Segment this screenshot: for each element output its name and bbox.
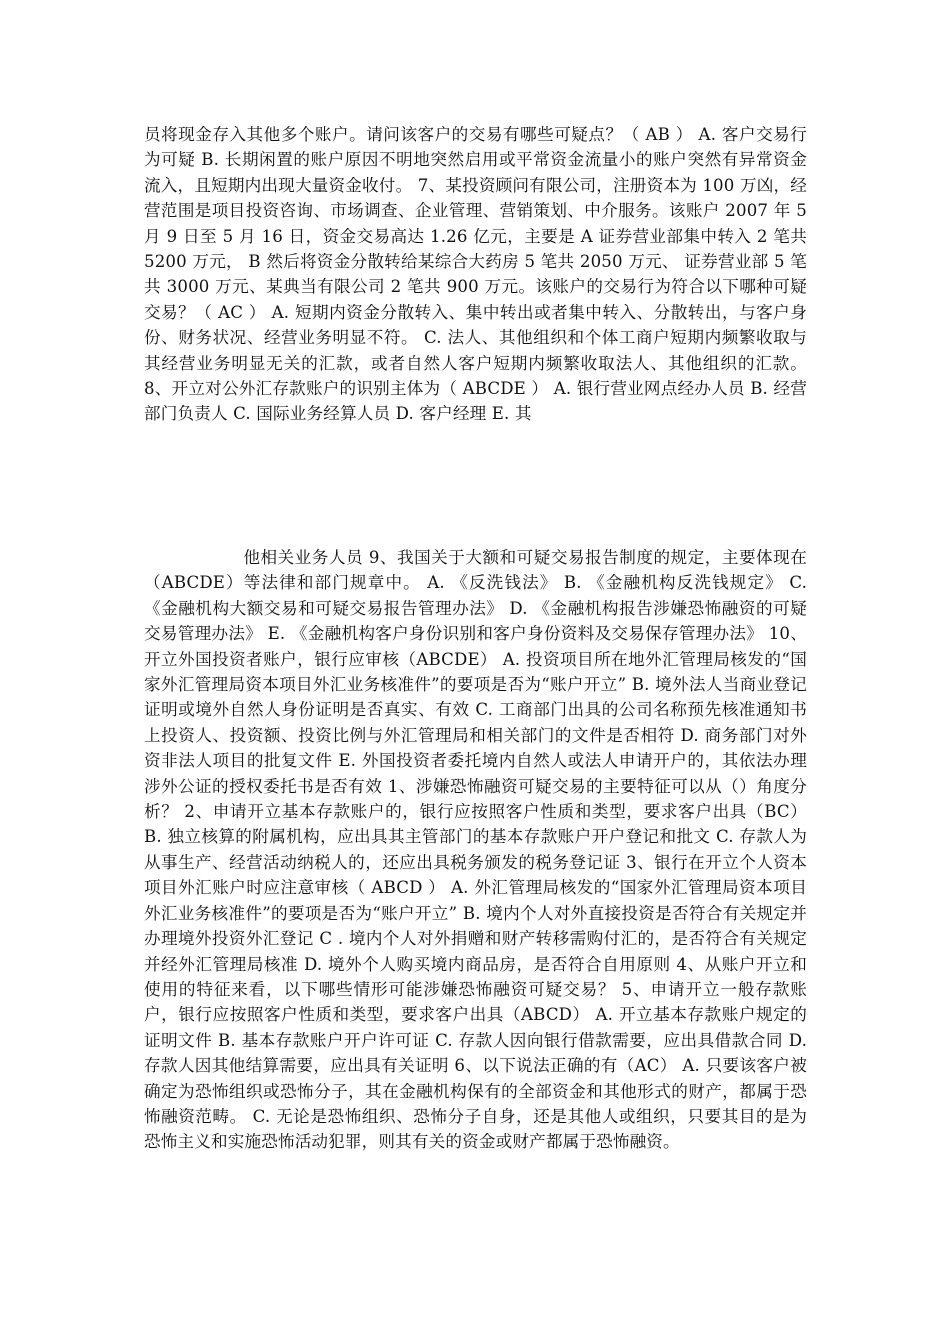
text-block-upper (144, 122, 807, 427)
text-block-lower (144, 545, 807, 1155)
paragraph-lower: 他相关业务人员 9、我国关于大额和可疑交易报告制度的规定，主要体现在（ABCDE）等法律和部门规章中。 A. 《反洗钱法》 B. 《金融机构反洗钱规定》 C. 《金融机构大额交易和可疑交易报告管理办法》 D. 《金融机构报告涉嫌恐怖融资的可疑交易管理办法》 E. 《金融机构客户身份识别和客户身份资料及交易保存管理办法》 10、开立外国投资者账户，银行应审核（ABCDE） A. 投资项目所在地外汇管理局核发的“国家外汇管理局资本项目外汇业务核准件”的要项是否为“账户开立” B. 境外法人当商业登记证明或境外自然人身份证明是否真实、有效 C. 工商部门出具的公司名称预先核准通知书上投资人、投资额、投资比例与外汇管理局和相关部门的文件是否相符 D. 商务部门对外资非法人项目的批复文件 E. 外国投资者委托境内自然人或法人申请开户的，其依法办理涉外公证的授权委托书是否有效 1、涉嫌恐怖融资可疑交易的主要特征可以从（）角度分析？ 2、申请开立基本存款账户的，银行应按照客户性质和类型，要求客户出具（BC） B. 独立核算的附属机构，应出具其主管部门的基本存款账户开户登记和批文 C. 存款人为从事生产、经营活动纳税人的，还应出具税务颁发的税务登记证 3、银行在开立个人资本项目外汇账户时应注意审核（ ABCD ） A. 外汇管理局核发的“国家外汇管理局资本项目外汇业务核准件”的要项是否为“账户开立” B. 境内个人对外直接投资是否符合有关规定并办理境外投资外汇登记 C . 境内个人对外捐赠和财产转移需购付汇的，是否符合有关规定并经外汇管理局核准 D. 境外个人购买境内商品房，是否符合自用原则 4、从账户开立和使用的特征来看，以下哪些情形可能涉嫌恐怖融资可疑交易？ 5、申请开立一般存款账户，银行应按照客户性质和类型，要求客户出具（ABCD） A. 开立基本存款账户规定的证明文件 B. 基本存款账户开户许可证 C. 存款人因向银行借款需要，应出具借款合同 D. 存款人因其他结算需要，应出具有关证明 6、以下说法正确的有（AC） A. 只要该客户被确定为恐怖组织或恐怖分子，其在金融机构保有的全部资金和其他形式的财产，都属于恐怖融资范畴。 C. 无论是恐怖组织、恐怖分子自身，还是其他人或组织，只要其目的是为恐怖主义和实施恐怖活动犯罪，则其有关的资金或财产都属于恐怖融资。 (144, 548, 807, 1152)
paragraph-upper: 员将现金存入其他多个账户。请问该客户的交易有哪些可疑点？（ AB ） A. 客户交易行为可疑 B. 长期闲置的账户原因不明地突然启用或平常资金流量小的账户突然有异常资金流入，且短期内出现大量资金收付。 7、某投资顾问有限公司，注册资本为 100 万凶，经营范围是项目投资咨询、市场调查、企业管理、营销策划、中介服务。该账户 2007 年 5 月 9 日至 5 月 16 日，资金交易高达 1.26 亿元，主要是 A 证券营业部集中转入 2 笔共 5200 万元， B 然后将资金分散转给某综合大药房 5 笔共 2050 万元、 证券营业部 5 笔共 3000 万元、某典当有限公司 2 笔共 900 万元。该账户的交易行为符合以下哪种可疑交易？（ AC ） A. 短期内资金分散转入、集中转出或者集中转入、分散转出，与客户身份、财务状况、经营业务明显不符。 C. 法人、其他组织和个体工商户短期内频繁收取与其经营业务明显无关的汇款，或者自然人客户短期内频繁收取法人、其他组织的汇款。 8、开立对公外汇存款账户的识别主体为（ ABCDE ） A. 银行营业网点经办人员 B. 经营部门负责人 C. 国际业务经算人员 D. 客户经理 E. 其 (144, 125, 807, 424)
